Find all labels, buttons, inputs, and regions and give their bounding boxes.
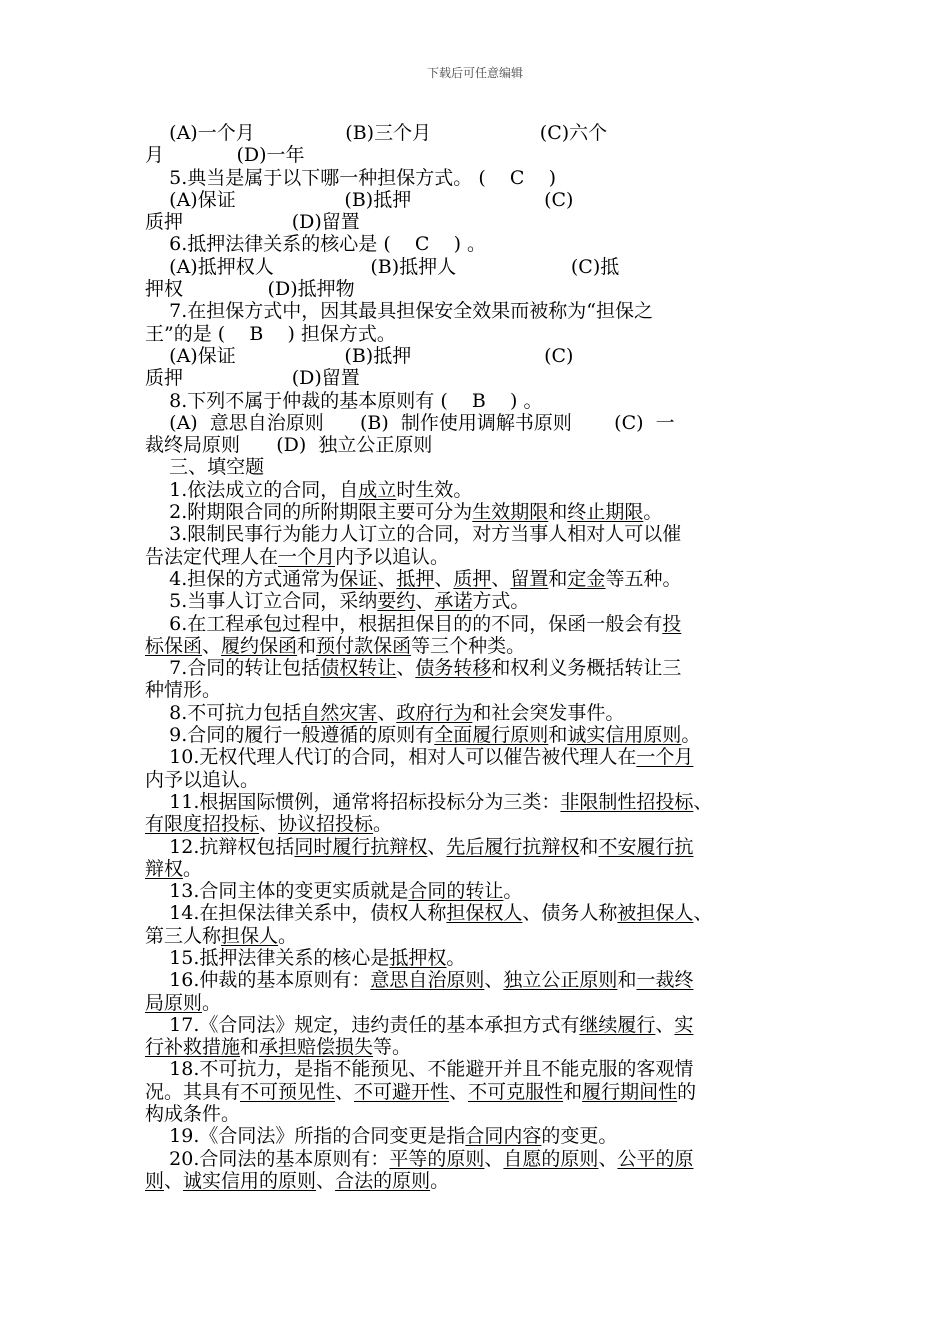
- fill-line: [145, 1103, 805, 1125]
- fill-line: [145, 1170, 805, 1192]
- answer-blank: 标保函: [145, 634, 203, 657]
- question-text: 6.在工程承包过程中，根据担保目的的不同，保函一般会有: [145, 612, 663, 635]
- fill-line: [145, 1014, 805, 1036]
- fill-line: [145, 702, 805, 724]
- fill-line: [145, 635, 805, 657]
- fill-line: [145, 769, 805, 791]
- question-text: 3.限制民事行为能力人订立的合同，对方当事人相对人可以催: [145, 523, 682, 546]
- answer-blank: 诚实信用原则: [567, 724, 682, 747]
- question-text: 5.当事人订立合同，采纳: [145, 590, 378, 613]
- answer-blank: 保证: [339, 567, 378, 590]
- answer-blank: 意思自治原则: [370, 969, 485, 992]
- question-text: 和: [548, 501, 568, 524]
- text-line: (A)一个月 (B)三个月 (C)六个: [145, 122, 608, 144]
- question-text: 、: [693, 902, 713, 925]
- fill-line: [145, 679, 805, 701]
- fill-line: [145, 1058, 805, 1080]
- answer-blank: 担保权人: [446, 902, 523, 925]
- answer-blank: 全面履行原则: [434, 724, 549, 747]
- question-text: 内予以追认。: [145, 768, 260, 791]
- answer-blank: 担保人: [221, 924, 279, 947]
- question-text: 。: [202, 991, 222, 1014]
- question-text: 、: [434, 567, 454, 590]
- answer-blank: 实: [674, 1013, 694, 1036]
- question-text: 、: [598, 1147, 618, 1170]
- question-text: 、: [484, 1147, 504, 1170]
- answer-blank: 一裁终: [636, 969, 694, 992]
- answer-blank: 自然灾害: [301, 701, 378, 724]
- question-text: 、: [449, 1080, 469, 1103]
- question-text: 、: [335, 1080, 355, 1103]
- answer-blank: 留置: [510, 567, 549, 590]
- answer-blank: 不可避开性: [354, 1080, 450, 1103]
- question-text: 和: [563, 1080, 583, 1103]
- answer-blank: 不可克服性: [468, 1080, 564, 1103]
- text-line: 5.典当是属于以下哪一种担保方式。 ( C ): [145, 166, 557, 189]
- fill-line: [145, 836, 805, 858]
- question-text: 内予以追认。: [335, 545, 450, 568]
- text-line: 7.在担保方式中，因其最具担保安全效果而被称为“担保之: [145, 300, 654, 323]
- question-text: 、: [202, 634, 222, 657]
- answer-blank: 不安履行抗: [598, 835, 694, 858]
- question-text: 1.依法成立的合同，自: [145, 478, 359, 501]
- answer-blank: 被担保人: [617, 902, 694, 925]
- answer-blank: 合同内容: [465, 1125, 542, 1148]
- question-text: 和权利义务概括转让三: [491, 657, 682, 680]
- answer-blank: 投: [662, 612, 682, 635]
- question-text: 。: [183, 857, 203, 880]
- answer-blank: 承担赔偿损失: [259, 1036, 374, 1059]
- fill-line: [145, 613, 805, 635]
- fill-line: [145, 813, 805, 835]
- text-line: 月 (D)一年: [145, 144, 305, 167]
- question-text: 等五种。: [605, 567, 682, 590]
- answer-blank: 预付款保函: [316, 634, 412, 657]
- text-line: (A)保证 (B)抵押 (C): [145, 344, 574, 367]
- fill-in-blank-section: [145, 479, 805, 1193]
- page-header: 下载后可任意编辑: [426, 66, 523, 80]
- question-text: 12.抗辩权包括: [145, 835, 295, 858]
- fill-line: [145, 969, 805, 991]
- question-text: 的变更。: [541, 1125, 618, 1148]
- fill-line: [145, 791, 805, 813]
- fill-line: [145, 501, 805, 523]
- question-text: 、: [484, 969, 504, 992]
- fill-line: [145, 947, 805, 969]
- fill-line: [145, 746, 805, 768]
- question-text: 。: [681, 724, 701, 747]
- question-text: 种情形。: [145, 679, 222, 702]
- answer-blank: 一个月: [636, 746, 694, 769]
- fill-line: [145, 657, 805, 679]
- answer-blank: 不可预见性: [240, 1080, 336, 1103]
- fill-line: [145, 880, 805, 902]
- question-text: 等。: [373, 1036, 412, 1059]
- question-text: 和: [617, 969, 637, 992]
- fill-line: [145, 992, 805, 1014]
- fill-line: [145, 568, 805, 590]
- answer-blank: 平等的原则: [389, 1147, 485, 1170]
- answer-blank: 债权转让: [320, 657, 397, 680]
- fill-line: [145, 1148, 805, 1170]
- answer-blank: 独立公正原则: [503, 969, 618, 992]
- question-text: 第三人称: [145, 924, 222, 947]
- fill-line: [145, 902, 805, 924]
- question-text: 8.不可抗力包括: [145, 701, 302, 724]
- answer-blank: 债务转移: [415, 657, 492, 680]
- text-line: (A)抵押权人 (B)抵押人 (C)抵: [145, 255, 620, 278]
- text-line: 三、填空题: [145, 456, 265, 479]
- question-text: 、: [655, 1013, 675, 1036]
- question-text: 和: [297, 634, 317, 657]
- text-line: 质押 (D)留置: [145, 367, 360, 390]
- question-text: 、: [316, 1169, 336, 1192]
- question-text: 和: [240, 1036, 260, 1059]
- question-text: 、: [377, 701, 397, 724]
- question-text: 、: [259, 813, 279, 836]
- question-text: 17.《合同法》规定，违约责任的基本承担方式有: [145, 1013, 580, 1036]
- fill-line: [145, 479, 805, 501]
- question-text: 15.抵押法律关系的核心是: [145, 946, 390, 969]
- text-line: 6.抵押法律关系的核心是 ( C ) 。: [145, 233, 487, 256]
- question-text: 14.在担保法律关系中，债权人称: [145, 902, 447, 925]
- answer-blank: 履行期间性: [582, 1080, 678, 1103]
- question-text: 16.仲裁的基本原则有：: [145, 969, 371, 992]
- question-text: 和: [579, 835, 599, 858]
- question-text: 19.《合同法》所指的合同变更是指: [145, 1125, 466, 1148]
- question-text: 。: [503, 880, 523, 903]
- answer-blank: 同时履行抗辩权: [294, 835, 428, 858]
- answer-blank: 质押: [453, 567, 492, 590]
- answer-blank: 局原则: [145, 991, 203, 1014]
- answer-blank: 一个月: [278, 545, 336, 568]
- question-text: 等三个种类。: [411, 634, 526, 657]
- question-text: 、: [427, 835, 447, 858]
- answer-blank: 非限制性招投标: [560, 790, 694, 813]
- text-line: 裁终局原则 (D) 独立公正原则: [145, 434, 433, 457]
- question-text: 9.合同的履行一般遵循的原则有: [145, 724, 435, 747]
- answer-blank: 生效期限: [472, 501, 549, 524]
- answer-blank: 承诺: [434, 590, 473, 613]
- answer-blank: 诚实信用的原则: [183, 1169, 317, 1192]
- answer-blank: 履约保函: [221, 634, 298, 657]
- multiple-choice-section: [145, 122, 805, 479]
- fill-line: [145, 523, 805, 545]
- question-text: 。: [373, 813, 393, 836]
- question-text: 。: [446, 946, 466, 969]
- question-text: 、: [164, 1169, 184, 1192]
- question-text: 13.合同主体的变更实质就是: [145, 880, 409, 903]
- question-text: 4.担保的方式通常为: [145, 567, 340, 590]
- question-text: 、: [693, 790, 713, 813]
- answer-blank: 合同的转让: [408, 880, 504, 903]
- text-line: (A)保证 (B)抵押 (C): [145, 188, 574, 211]
- question-text: 和社会突发事件。: [472, 701, 625, 724]
- question-text: 和: [548, 724, 568, 747]
- answer-blank: 继续履行: [579, 1013, 656, 1036]
- document-body: [145, 122, 805, 1192]
- fill-line: [145, 590, 805, 612]
- answer-blank: 公平的原: [617, 1147, 694, 1170]
- question-text: 况。其具有: [145, 1080, 241, 1103]
- question-text: 、: [396, 657, 416, 680]
- question-text: 、: [491, 567, 511, 590]
- question-text: 20.合同法的基本原则有：: [145, 1147, 390, 1170]
- question-text: 的: [677, 1080, 697, 1103]
- text-line: 质押 (D)留置: [145, 211, 360, 234]
- question-text: 和: [548, 567, 568, 590]
- question-text: 告法定代理人在: [145, 545, 279, 568]
- answer-blank: 政府行为: [396, 701, 473, 724]
- answer-blank: 有限度招投标: [145, 813, 260, 836]
- answer-blank: 合法的原则: [335, 1169, 431, 1192]
- question-text: 10.无权代理人代订的合同，相对人可以催告被代理人在: [145, 746, 637, 769]
- answer-blank: 抵押: [396, 567, 435, 590]
- answer-blank: 则: [145, 1169, 165, 1192]
- text-line: 王”的是 ( B ) 担保方式。: [145, 322, 396, 345]
- answer-blank: 辩权: [145, 857, 184, 880]
- answer-blank: 行补救措施: [145, 1036, 241, 1059]
- answer-blank: 终止期限: [567, 501, 644, 524]
- question-text: 、债务人称: [522, 902, 618, 925]
- text-line: 8.下列不属于仲裁的基本原则有 ( B ) 。: [145, 389, 543, 412]
- answer-blank: 协议招投标: [278, 813, 374, 836]
- answer-blank: 定金: [567, 567, 606, 590]
- text-line: (A) 意思自治原则 (B) 制作使用调解书原则 (C) 一: [145, 411, 675, 434]
- answer-blank: 自愿的原则: [503, 1147, 599, 1170]
- fill-line: [145, 925, 805, 947]
- question-text: 时生效。: [396, 478, 473, 501]
- text-line: 押权 (D)抵押物: [145, 278, 355, 301]
- fill-line: [145, 1125, 805, 1147]
- answer-blank: 要约: [377, 590, 416, 613]
- question-text: 、: [415, 590, 435, 613]
- question-text: 方式。: [472, 590, 530, 613]
- fill-line: [145, 1036, 805, 1058]
- question-text: 18.不可抗力，是指不能预见、不能避开并且不能克服的客观情: [145, 1058, 694, 1081]
- question-text: 2.附期限合同的所附期限主要可分为: [145, 501, 473, 524]
- question-text: 11.根据国际惯例，通常将招标投标分为三类：: [145, 790, 561, 813]
- question-text: 、: [377, 567, 397, 590]
- fill-line: [145, 724, 805, 746]
- question-text: 。: [643, 501, 663, 524]
- question-text: 。: [430, 1169, 450, 1192]
- question-text: 构成条件。: [145, 1103, 241, 1126]
- fill-line: [145, 546, 805, 568]
- question-text: 。: [278, 924, 298, 947]
- fill-line: [145, 858, 805, 880]
- fill-line: [145, 1081, 805, 1103]
- answer-blank: 先后履行抗辩权: [446, 835, 580, 858]
- answer-blank: 抵押权: [389, 946, 447, 969]
- question-text: 7.合同的转让包括: [145, 657, 321, 680]
- answer-blank: 成立: [358, 478, 397, 501]
